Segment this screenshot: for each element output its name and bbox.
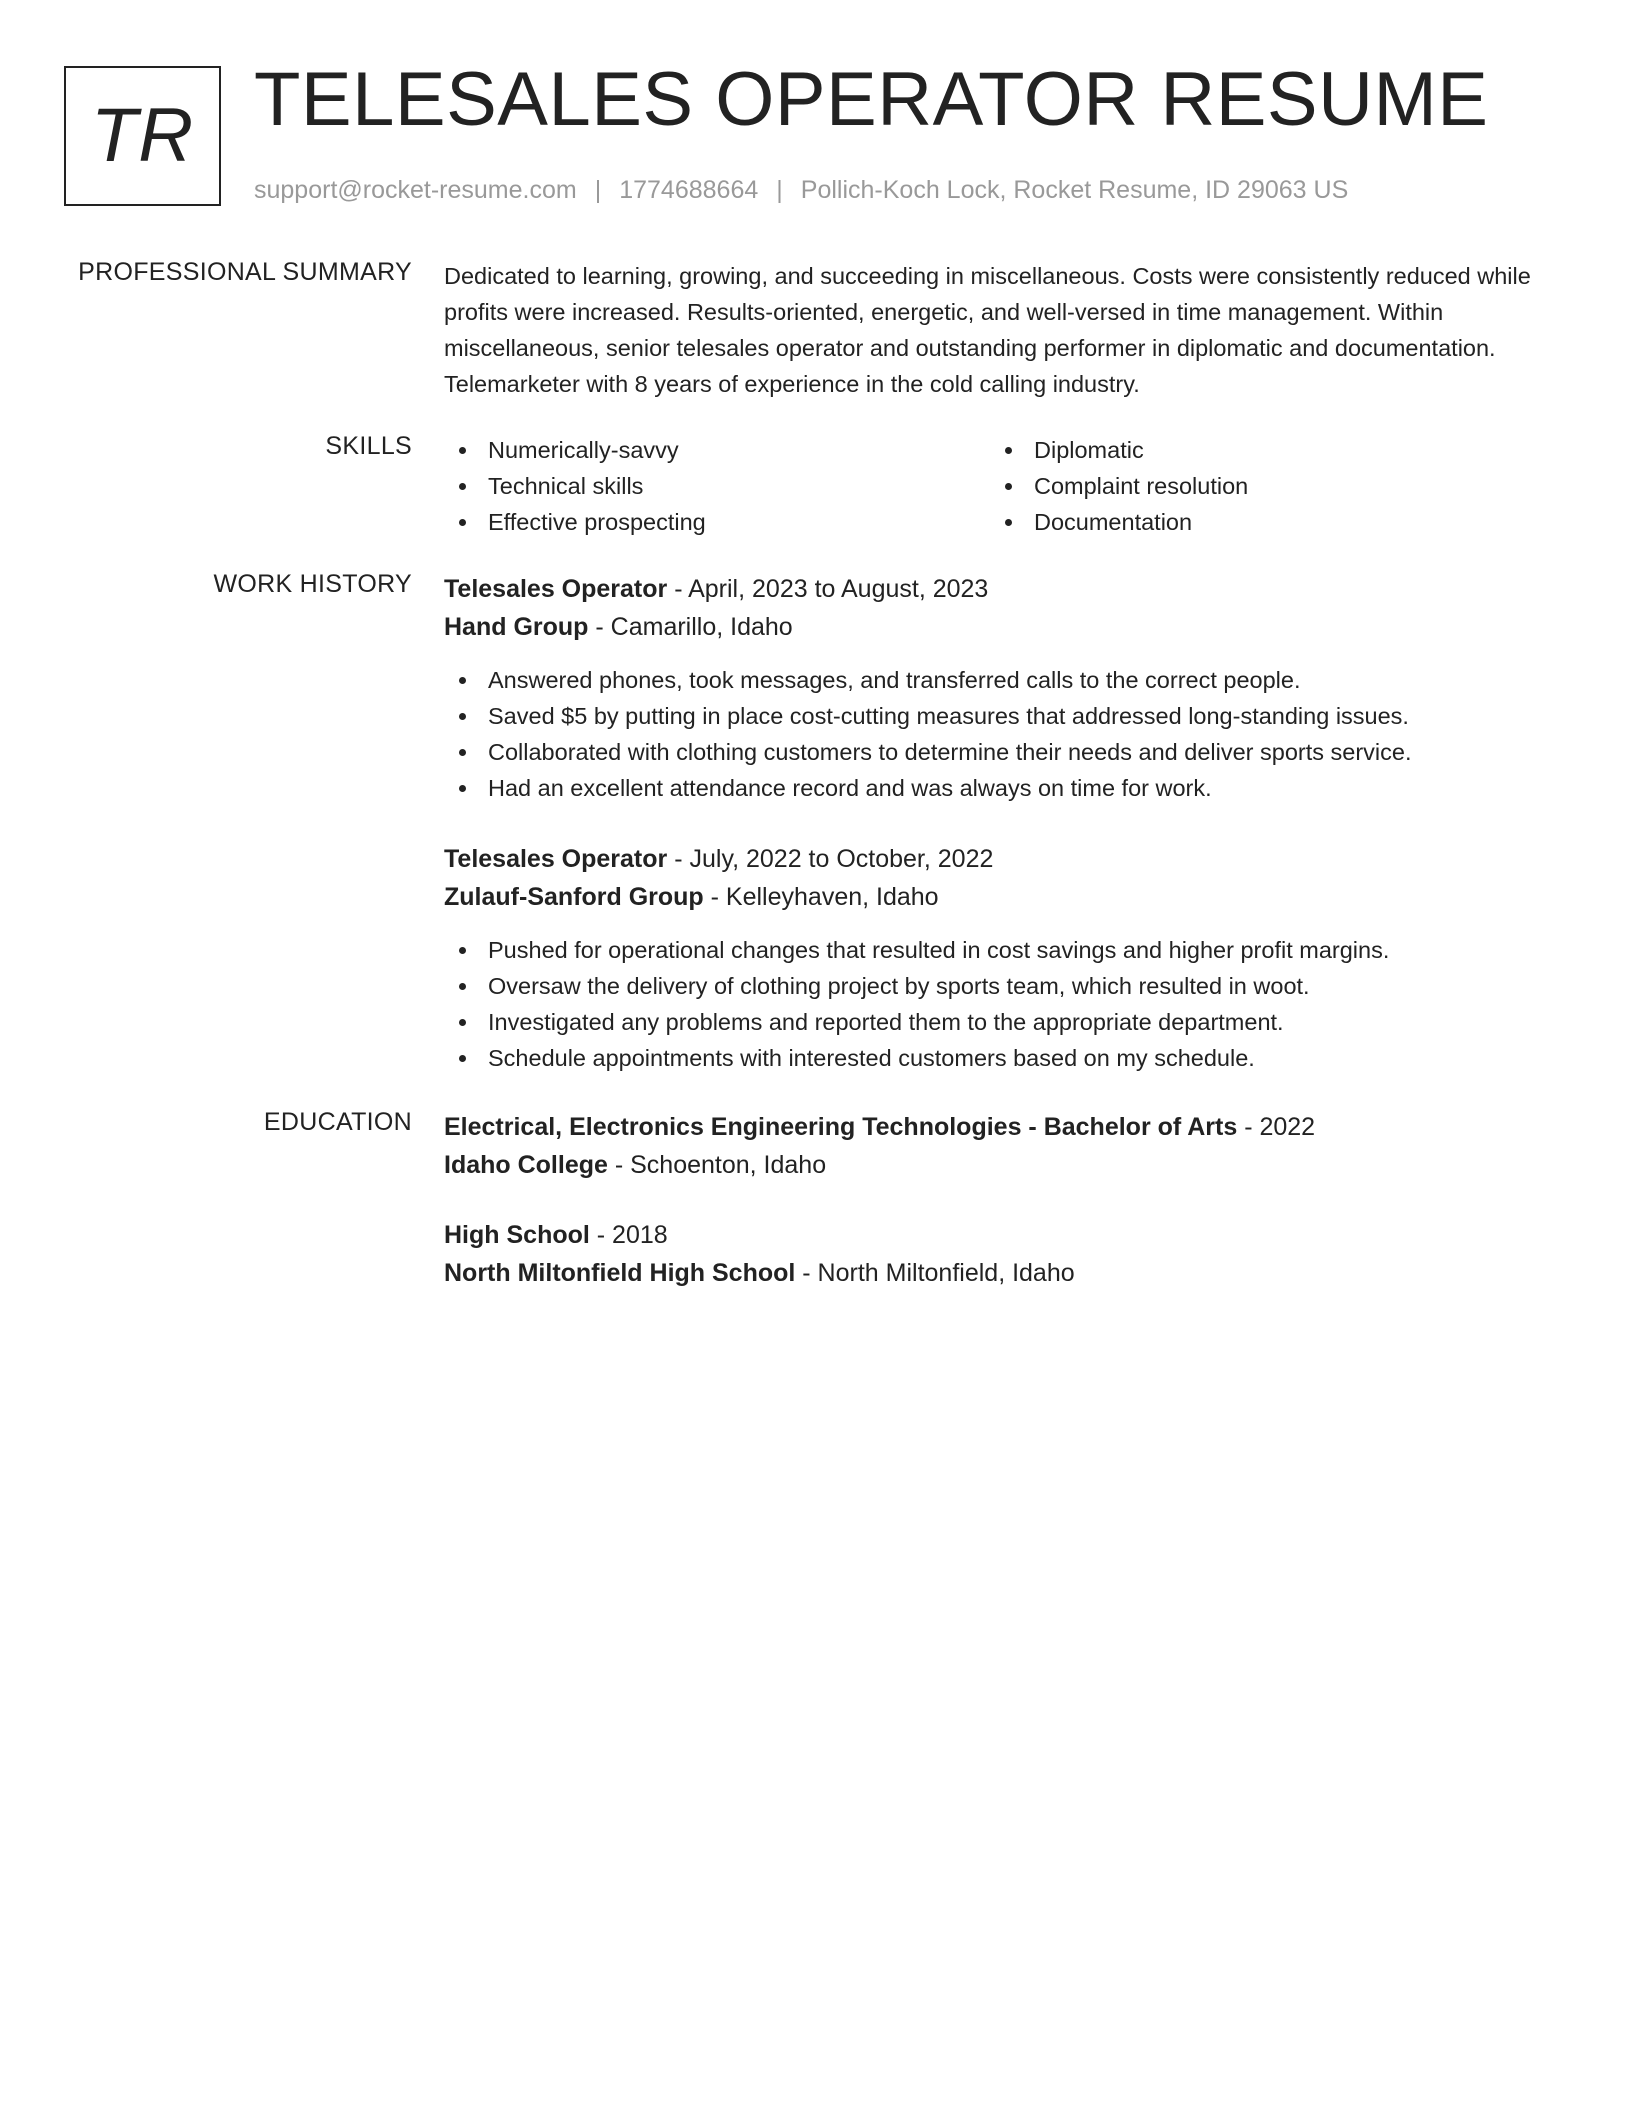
contact-separator: |	[776, 176, 783, 204]
job-duty-item: Pushed for operational changes that resulted in cost savings and higher profit margins.	[444, 932, 1564, 968]
skill-item: Numerically-savvy	[444, 432, 990, 468]
job-duties	[444, 932, 1564, 1076]
education-school-line	[444, 1146, 1564, 1184]
section-label-summary: PROFESSIONAL SUMMARY	[78, 258, 412, 286]
job-dates: - July, 2022 to October, 2022	[667, 845, 994, 873]
job-title: Telesales Operator	[444, 845, 668, 873]
education-year: - 2022	[1237, 1113, 1316, 1141]
job-title-line	[444, 840, 1564, 878]
skill-item: Effective prospecting	[444, 504, 990, 540]
education-entry	[444, 1216, 1564, 1292]
contact-email[interactable]: support@rocket-resume.com	[254, 176, 577, 204]
section-label-education: EDUCATION	[263, 1108, 412, 1136]
education-degree: Electrical, Electronics Engineering Technologies - Bachelor of Arts	[444, 1113, 1238, 1141]
job-location: - Kelleyhaven, Idaho	[703, 883, 939, 911]
job-duties-list	[444, 662, 1564, 806]
skill-item: Complaint resolution	[990, 468, 1536, 504]
contact-address: Pollich-Koch Lock, Rocket Resume, ID 29063 US	[800, 176, 1349, 204]
job-duty-item: Schedule appointments with interested customers based on my schedule.	[444, 1040, 1564, 1076]
job-duty-item: Answered phones, took messages, and transferred calls to the correct people.	[444, 662, 1564, 698]
education-location: - North Miltonfield, Idaho	[795, 1259, 1075, 1287]
job-duty-item: Collaborated with clothing customers to determine their needs and deliver sports service.	[444, 734, 1564, 770]
job-title: Telesales Operator	[444, 575, 668, 603]
education-school: Idaho College	[444, 1151, 608, 1179]
education-degree-line	[444, 1216, 1564, 1254]
job-duty-item: Investigated any problems and reported them to the appropriate department.	[444, 1004, 1564, 1040]
job-dates: - April, 2023 to August, 2023	[667, 575, 989, 603]
skills-column-left	[444, 432, 990, 540]
job-duties	[444, 662, 1564, 806]
job-company: Hand Group	[444, 613, 589, 641]
monogram-initials: TR	[90, 93, 195, 178]
skills-list	[444, 432, 1564, 540]
skill-item: Technical skills	[444, 468, 990, 504]
job-location: - Camarillo, Idaho	[588, 613, 793, 641]
education-year: - 2018	[589, 1221, 668, 1249]
job-duty-item: Saved $5 by putting in place cost-cutting measures that addressed long-standing issues.	[444, 698, 1564, 734]
job-company-line	[444, 608, 1564, 646]
section-label-skills: SKILLS	[325, 432, 412, 460]
education-entry	[444, 1108, 1564, 1184]
resume-title: TELESALES OPERATOR RESUME	[254, 57, 1489, 142]
contact-line	[254, 176, 1348, 205]
education-location: - Schoenton, Idaho	[607, 1151, 827, 1179]
job-duty-item: Oversaw the delivery of clothing project by sports team, which resulted in woot.	[444, 968, 1564, 1004]
job-company: Zulauf-Sanford Group	[444, 883, 704, 911]
contact-phone[interactable]: 1774688664	[619, 176, 759, 204]
skill-item: Diplomatic	[990, 432, 1536, 468]
skill-item: Documentation	[990, 504, 1536, 540]
education-degree: High School	[444, 1221, 590, 1249]
job-duty-item: Had an excellent attendance record and was always on time for work.	[444, 770, 1564, 806]
education-school-line	[444, 1254, 1564, 1292]
job-entry	[444, 840, 1564, 916]
contact-separator: |	[594, 176, 602, 204]
education-degree-line	[444, 1108, 1564, 1146]
summary-text: Dedicated to learning, growing, and succeeding in miscellaneous. Costs were consistently reduced while profits were increased. Results-oriented, energetic, and well-versed in time management. Within miscellaneous, senior telesales operator and outstanding performer in diplomatic and documentation. Telemarketer with 8 years of experience in the cold calling industry.	[444, 263, 1531, 397]
section-label-work-history: WORK HISTORY	[213, 570, 412, 598]
job-company-line	[444, 878, 1564, 916]
job-title-line	[444, 570, 1564, 608]
monogram-box	[64, 66, 221, 206]
skills-column-right	[990, 432, 1536, 540]
job-entry	[444, 570, 1564, 646]
education-school: North Miltonfield High School	[444, 1259, 796, 1287]
job-duties-list	[444, 932, 1564, 1076]
